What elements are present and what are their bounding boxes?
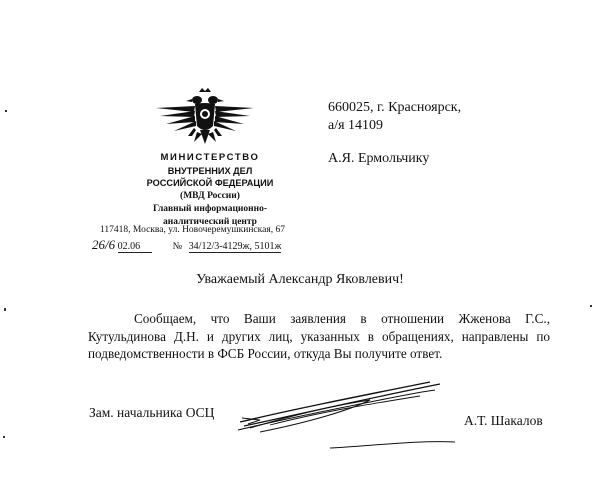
scan-speck (3, 436, 5, 438)
handwritten-signature (230, 370, 470, 465)
recipient-address-line1: 660025, г. Красноярск, (328, 100, 462, 115)
letterhead-organization (112, 152, 308, 228)
letter-body: Сообщаем, что Ваши заявления в отношении Жженова Г.С., Кутульдинова Д.Н. и других лиц, указанных в обращениях, направлены по подведомственности в ФСБ России, откуда Вы получите ответ. (88, 311, 550, 361)
letterhead-address: 117418, Москва, ул. Новочеремушкинская, 67 (100, 225, 285, 235)
letter-date-number (92, 237, 281, 253)
signer-title: Зам. начальника ОСЦ (89, 405, 215, 420)
salutation: Уважаемый Александр Яковлевич! (196, 272, 404, 287)
recipient-name: А.Я. Ермольчику (328, 151, 430, 166)
letter-date: 02.06 (118, 241, 152, 253)
scan-speck (590, 305, 592, 307)
ministry-title-line2: ВНУТРЕННИХ ДЕЛ (167, 165, 253, 176)
number-sign: № (172, 241, 183, 252)
ministry-short-name: (МВД России) (180, 190, 240, 201)
center-name-line2: аналитический центр (163, 216, 257, 227)
scan-speck (4, 308, 6, 311)
center-name-line1: Главный информационно- (152, 204, 268, 214)
signer-name: А.Т. Шакалов (464, 413, 543, 428)
ministry-title-line3: РОССИЙСКОЙ ФЕДЕРАЦИИ (146, 178, 274, 188)
scan-speck (5, 110, 7, 112)
letter-number: 34/12/3-4129ж, 5101ж (188, 241, 282, 252)
date-prefix: 26/6 (92, 237, 116, 252)
eagle-emblem-icon (150, 86, 260, 156)
ministry-title: МИНИСТЕРСТВО (160, 152, 260, 163)
recipient-address-line2: а/я 14109 (328, 118, 384, 133)
